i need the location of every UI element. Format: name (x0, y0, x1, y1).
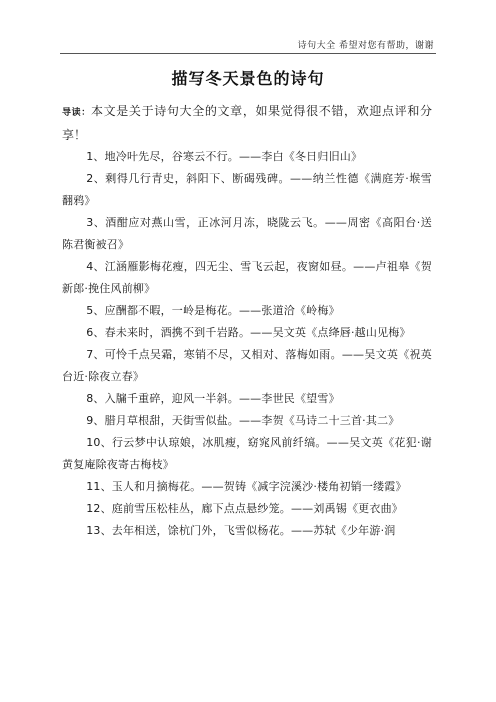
list-item: 13、去年相送，馀杭门外，飞雪似杨花。——苏轼《少年游·润 (86, 524, 396, 537)
list-item: 1、地冷叶先尽，谷寒云不行。——李白《冬日归旧山》 (86, 150, 363, 163)
list-item: 5、应酬都不暇，一岭是梅花。——张道洽《岭梅》 (86, 304, 340, 317)
list-item: 4、江涵雁影梅花瘦，四无尘、雪飞云起，夜窗如昼。——卢祖皋《贺新郎·挽住风前柳》 (62, 260, 432, 295)
list-item: 2、剩得几行青史，斜阳下、断碣残碑。——纳兰性德《满庭芳·堠雪翻鸦》 (62, 172, 432, 207)
header-note: 诗句大全 希望对您有帮助，谢谢 (297, 41, 434, 51)
document-body (62, 100, 432, 542)
list-item: 9、腊月草根甜，天街雪似盐。——李贺《马诗二十三首·其二》 (86, 414, 400, 427)
document-title: 描写冬天景色的诗句 (171, 69, 325, 88)
list-item: 10、行云梦中认琼娘，冰肌瘦，窈窕风前纤缟。——吴文英《花犯·谢黄复庵除夜寄古梅枝》 (62, 436, 432, 471)
list-item: 3、酒酣应对燕山雪，正冰河月冻，晓陇云飞。——周密《高阳台·送陈君衡被召》 (62, 216, 432, 251)
list-item: 12、庭前雪压松桂丛，廊下点点悬纱笼。——刘禹锡《更衣曲》 (86, 502, 403, 515)
poem-list (62, 146, 432, 542)
list-item: 11、玉人和月摘梅花。——贺铸《减字浣溪沙·楼角初销一缕霞》 (86, 480, 407, 493)
intro-lead: 导读： (62, 108, 91, 118)
header-divider (60, 53, 436, 54)
list-item: 6、春未来时，酒携不到千岩路。——吴文英《点绛唇·越山见梅》 (86, 326, 411, 339)
list-item: 7、可怜千点吴霜，寒销不尽，又相对、落梅如雨。——吴文英《祝英台近·除夜立春》 (62, 348, 432, 383)
intro-text: 本文是关于诗句大全的文章，如果觉得很不错，欢迎点评和分享！ (62, 104, 432, 142)
list-item: 8、入牖千重碎，迎风一半斜。——李世民《望雪》 (86, 392, 340, 405)
intro-paragraph (62, 100, 432, 146)
